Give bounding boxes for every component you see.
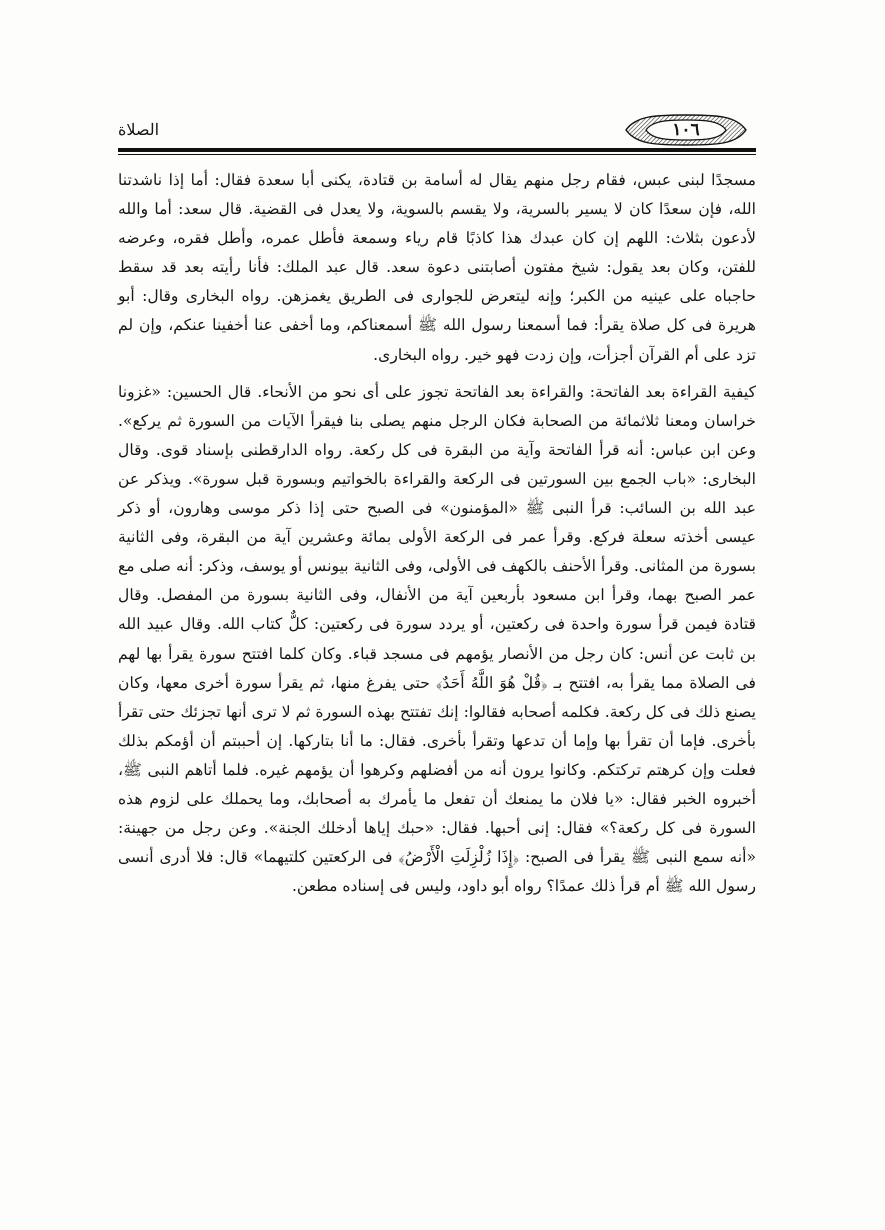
header-rule-thin <box>118 154 756 155</box>
page-number-ornament <box>624 114 748 146</box>
section-heading: كيفية القراءة بعد الفاتحة: <box>589 382 756 401</box>
paragraph-2 <box>118 378 756 902</box>
page-number: ١٠٦ <box>672 120 700 140</box>
paragraph-1: مسجدًا لبنى عبس، فقام رجل منهم يقال له أسامة بن قتادة، يكنى أبا سعدة فقال: أما إذا ناشدتنا الله، فإن سعدًا كان لا يسير بالسرية، ولا يقسم بالسوية، ولا يعدل فى القضية. قال سعد: أما والله لأدعون بثلاث: اللهم إن كان عبدك هذا كاذبًا قام رياء وسمعة فأطل عمره، وأطل فقره، وعرضه للفتن، وكان بعد يقول: شيخ مفتون أصابتنى دعوة سعد. قال عبد الملك: فأنا رأيته بعد قد سقط حاجباه على عينيه من الكبر؛ وإنه ليتعرض للجوارى فى الطريق يغمزهن. رواه البخارى وقال: أبو هريرة فى كل صلاة يقرأ: فما أسمعنا رسول الله ﷺ أسمعناكم، وما أخفى عنا أخفينا عنكم، وإن لم تزد على أم القرآن أجزأت، وإن زدت فهو خير. رواه البخارى. <box>118 171 756 364</box>
header-rule-thick <box>118 148 756 152</box>
body-text <box>118 166 756 901</box>
paragraph-2-text: والقراءة بعد الفاتحة تجوز على أى نحو من الأنحاء. قال الحسين: «غزونا خراسان ومعنا ثلاثمائة من الصحابة فكان الرجل منهم يصلى بنا فيقرأ الآيات من السورة ثم يركع». وعن ابن عباس: أنه قرأ الفاتحة وآية من البقرة فى كل ركعة. رواه الدارقطنى بإسناد قوى. وقال البخارى: «باب الجمع بين السورتين فى الركعة والقراءة بالخواتيم وبسورة قبل سورة». ويذكر عن عبد الله بن السائب: قرأ النبى ﷺ «المؤمنون» فى الصبح حتى إذا ذكر موسى وهارون، أو ذكر عيسى أخذته سعلة فركع. وقرأ عمر فى الركعة الأولى بمائة وعشرين آية من البقرة، وفى الثانية بسورة من المثانى. وقرأ الأحنف بالكهف فى الأولى، وفى الثانية بيونس أو يوسف، وذكر: أنه صلى مع عمر الصبح بهما، وقرأ ابن مسعود بأربعين آية من الأنفال، وفى الثانية بسورة من المفصل. وقال قتادة فيمن قرأ سورة واحدة فى ركعتين، أو يردد سورة فى ركعتين: كلٌّ كتاب الله. وقال عبيد الله بن ثابت عن أنس: كان رجل من الأنصار يؤمهم فى مسجد قباء. وكان كلما افتتح سورة يقرأ بها لهم فى الصلاة مما يقرأ به، افتتح بـ ﴿قُلْ هُوَ اللَّهُ أَحَدٌ﴾ حتى يفرغ منها، ثم يقرأ سورة أخرى معها، وكان يصنع ذلك فى كل ركعة. فكلمه أصحابه فقالوا: إنك تفتتح بهذه السورة ثم لا ترى أنها تجزئك حتى تقرأ بأخرى. فإما أن تقرأ بها وإما أن تدعها وتقرأ بأخرى. فقال: ما أنا بتاركها. إن أحببتم أن أؤمكم بذلك فعلت وإن كرهتم تركتكم. وكانوا يرون أنه من أفضلهم وكرهوا أن يؤمهم غيره. فلما أتاهم النبى ﷺ، أخبروه الخبر فقال: «يا فلان ما يمنعك أن تفعل ما يأمرك به أصحابك، وما يحملك على لزوم هذه السورة فى كل ركعة؟» فقال: إنى أحبها. فقال: «حبك إياها أدخلك الجنة». وعن رجل من جهينة: «أنه سمع النبى ﷺ يقرأ فى الصبح: ﴿إِذَا زُلْزِلَتِ الْأَرْضُ﴾ فى الركعتين كلتيهما» قال: فلا أدرى أنسى رسول الله ﷺ أم قرأ ذلك عمدًا؟ رواه أبو داود، وليس فى إسناده مطعن. <box>118 382 756 896</box>
page-header <box>118 114 756 152</box>
running-head-title: الصلاة <box>118 120 160 139</box>
